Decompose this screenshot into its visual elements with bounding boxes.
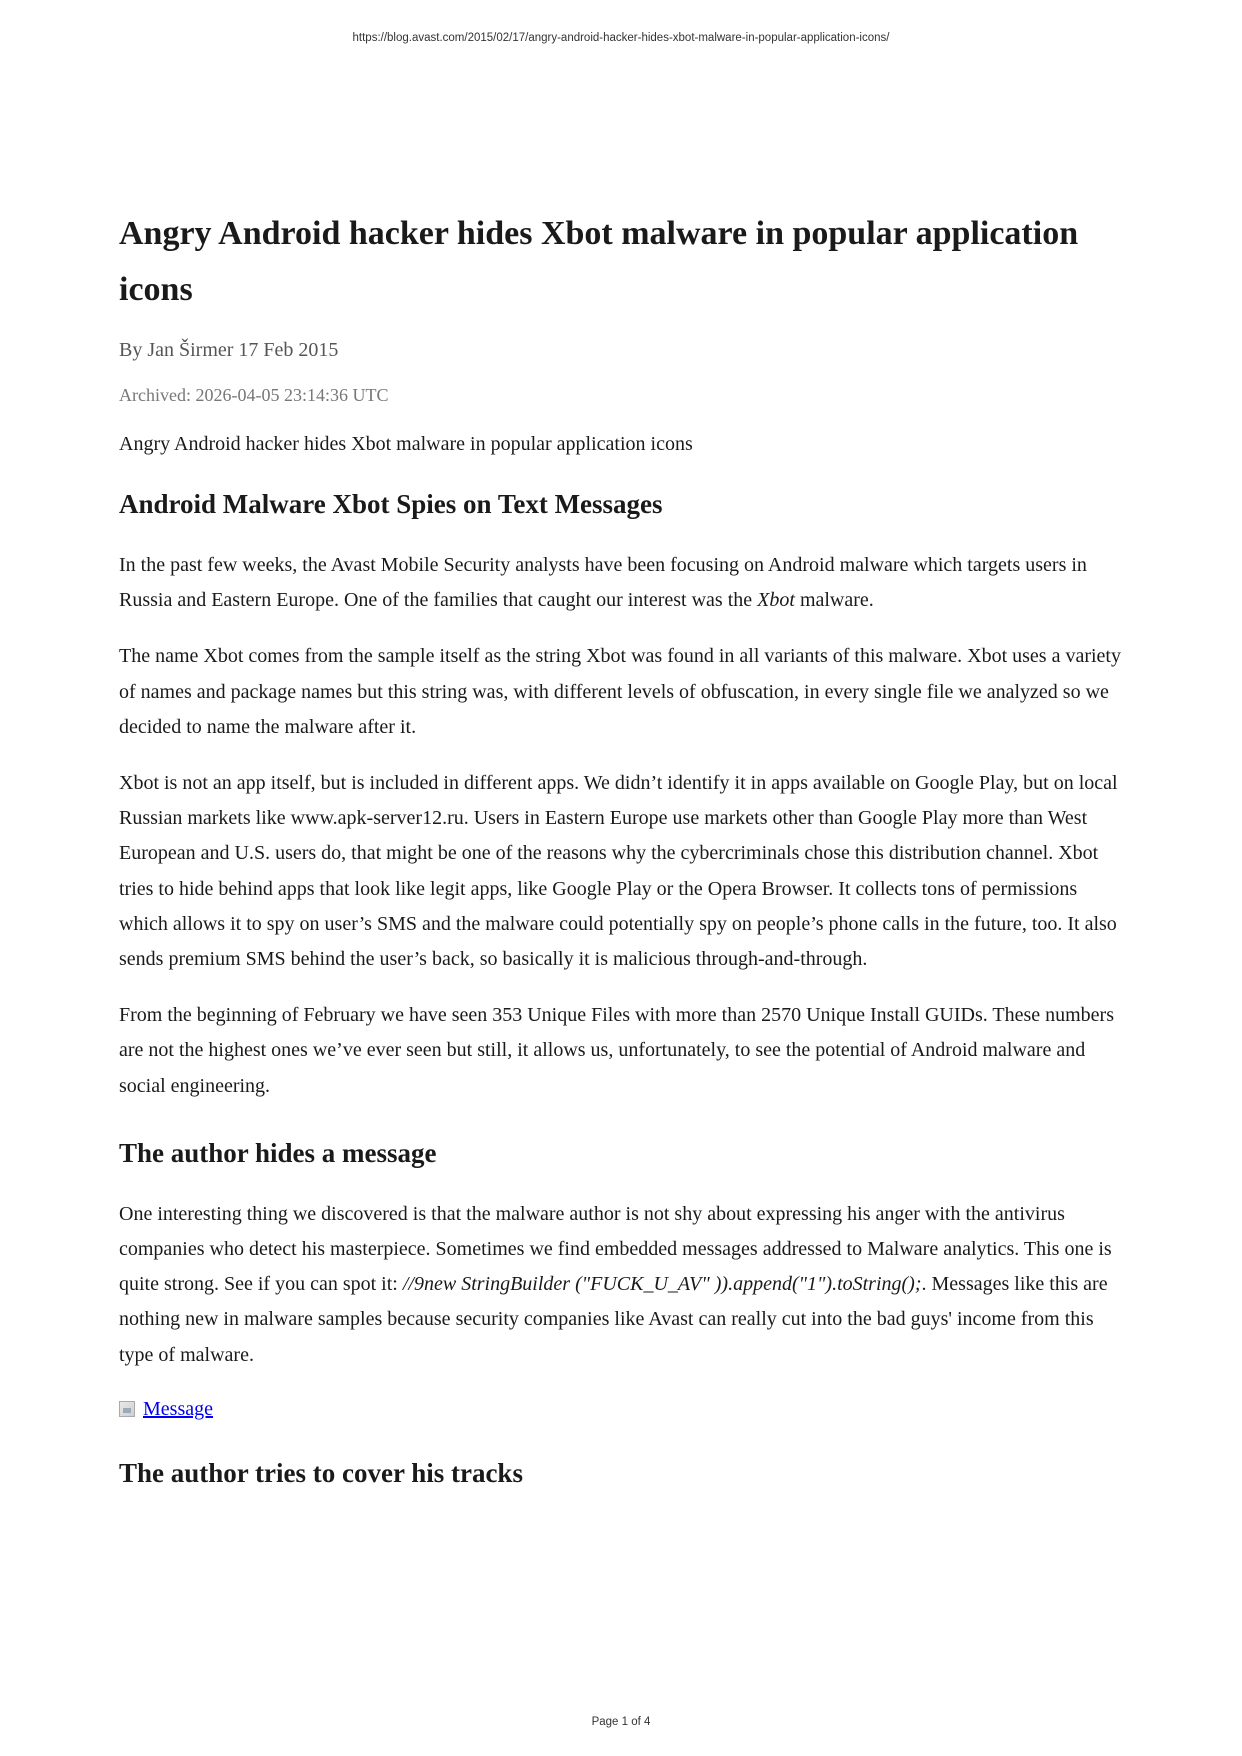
emphasis-code-snippet: //9new StringBuilder ("FUCK_U_AV" )).append("1").toString();	[402, 1273, 922, 1296]
paragraph-text: . Messages like this are nothing new in malware samples because security companies like Avast can really cut into the bad guys' income from this type of malware.	[119, 1273, 1108, 1366]
archived-timestamp: Archived: 2026-04-05 23:14:36 UTC	[119, 385, 389, 405]
paragraph-text: malware.	[794, 589, 874, 612]
paragraph-hidden-message	[119, 1197, 1129, 1373]
article-byline: By Jan Širmer 17 Feb 2015	[119, 339, 339, 361]
broken-image-icon	[119, 1401, 135, 1417]
paragraph-statistics: From the beginning of February we have seen 353 Unique Files with more than 2570 Unique Install GUIDs. These numbers are not the highest ones we’ve ever seen but still, it allows us, unfortunately, to see the potential of Android malware and social engineering.	[119, 1004, 1114, 1097]
paragraph-intro	[119, 548, 1129, 618]
paragraph-distribution: Xbot is not an app itself, but is included in different apps. We didn’t identify it in apps available on Google Play, but on local Russian markets like www.apk-server12.ru. Users in Eastern Europe use markets other than Google Play more than West European and U.S. users do, that might be one of the reasons why the cybercriminals chose this distribution channel. Xbot tries to hide behind apps that look like legit apps, like Google Play or the Opera Browser. It collects tons of permissions which allows it to spy on user’s SMS and the malware could potentially spy on people’s phone calls in the future, too. It also sends premium SMS behind the user’s back, so basically it is malicious through-and-through.	[119, 772, 1118, 971]
article	[119, 206, 1129, 1491]
paragraph-text: One interesting thing we discovered is that the malware author is not shy about expressing his anger with the antivirus companies who detect his masterpiece. Sometimes we find embedded messages addressed to Malware analytics. This one is quite strong. See if you can spot it:	[119, 1202, 1112, 1296]
source-url: https://blog.avast.com/2015/02/17/angry-android-hacker-hides-xbot-malware-in-popular-application-icons/	[352, 32, 890, 44]
section-heading-xbot-spies: Android Malware Xbot Spies on Text Messages	[119, 489, 663, 519]
emphasis-xbot: Xbot	[757, 589, 795, 612]
article-title: Angry Android hacker hides Xbot malware in popular application icons	[119, 215, 1079, 308]
message-link[interactable]: Message	[143, 1397, 213, 1420]
paragraph-name-origin: The name Xbot comes from the sample itself as the string Xbot was found in all variants of this malware. Xbot uses a variety of names and package names but this string was, with different levels of obfuscation, in every single file we analyzed so we decided to name the malware after it.	[119, 645, 1121, 738]
paragraph-text: In the past few weeks, the Avast Mobile Security analysts have been focusing on Android malware which targets users in Russia and Eastern Europe. One of the families that caught our interest was the	[119, 554, 1087, 612]
message-image-link[interactable]	[119, 1394, 1129, 1424]
section-heading-hidden-message: The author hides a message	[119, 1137, 437, 1168]
article-lead: Angry Android hacker hides Xbot malware in popular application icons	[119, 433, 693, 455]
section-heading-cover-tracks: The author tries to cover his tracks	[119, 1457, 523, 1488]
page-indicator: Page 1 of 4	[591, 1716, 651, 1728]
